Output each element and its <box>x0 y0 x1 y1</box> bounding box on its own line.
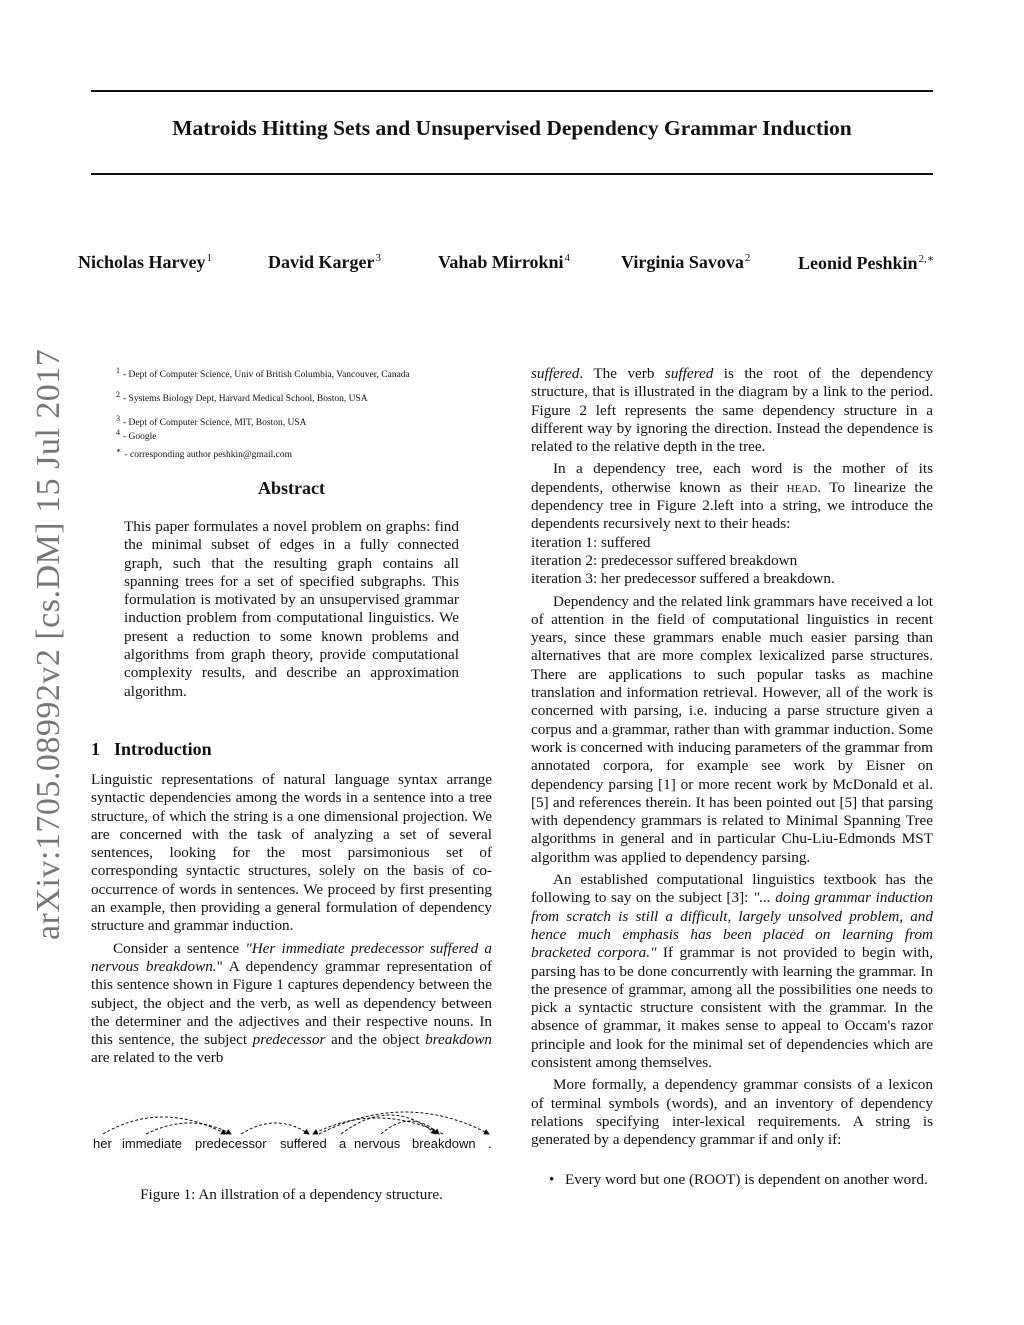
title-rule-top <box>91 90 933 92</box>
figure-word: her <box>93 1136 112 1151</box>
arc-breakdown-suffered <box>313 1118 443 1134</box>
paragraph: More formally, a dependency grammar consists of a lexicon of terminal symbols (words), and an inventory of dependency relations specifying inter-lexical requirements. A string is generated by a dependency grammar if and only if: <box>531 1076 933 1149</box>
arc-predecessor-suffered <box>241 1123 309 1134</box>
figure-word: predecessor <box>195 1136 267 1151</box>
title-rule-bottom <box>91 173 933 175</box>
paragraph: An established computational linguistics textbook has the following to say on the subject [3]: "... doing grammar induction from scratch is still a difficult, largely unsolved problem, and hence much emphasis has been placed on learning from bracketed corpora." If grammar is not provided to begin with, parsing has to be done concurrently with learning the grammar. In the presence of grammar, among all the possibilities one needs to pick a syntactic structure consistent with the grammar. In the absence of grammar, it makes sense to appeal to Occam's razor principle and look for the minimal set of dependencies which are consistent among themselves. <box>531 871 933 1071</box>
paragraph: Dependency and the related link grammars have received a lot of attention in the field of computational linguistics in recent years, since these grammars enable much easier parsing than alternatives that are more complex lexicalized parse structures. There are applications to such popular tasks as machine translation and information retrieval. However, all of the work is concerned with parsing, i.e. inducing a parse structure given a corpus and a grammar, rather than with grammar induction. Some work is concerned with inducing parameters of the grammar from annotated corpora, for example see work by Eisner on dependency parsing [1] or more recent work by McDonald et al. [5] and references therein. It has been pointed out [5] that parsing with dependency grammars is related to Minimal Spanning Tree algorithms in general and in particular Chu-Liu-Edmonds MST algorithm was applied to dependency parsing. <box>531 592 933 866</box>
figure-caption: Figure 1: An illstration of a dependency structure. <box>140 1186 443 1203</box>
figure-word: . <box>488 1136 492 1151</box>
author: Vahab Mirrokni$^4$ <box>438 252 571 272</box>
affiliation: $^3$ - Dept of Computer Science, MIT, Boston, USA <box>116 414 307 428</box>
right-column-text <box>531 365 933 1149</box>
left-column-text <box>91 771 492 1068</box>
author-list <box>0 252 1024 282</box>
affiliation: ∗ - corresponding author peshkin@gmail.com <box>116 446 293 460</box>
arc-her-predecessor <box>103 1117 226 1134</box>
author: Leonid Peshkin$^{2,∗}$ <box>798 253 935 273</box>
iteration-line: iteration 2: predecessor suffered breakdown <box>531 551 798 569</box>
author: Nicholas Harvey$^1$ <box>78 252 212 272</box>
figure-word: a <box>339 1136 347 1151</box>
bullet-list <box>531 1171 933 1189</box>
arc-immediate-predecessor <box>146 1123 231 1134</box>
paragraph: Consider a sentence "Her immediate predecessor suffered a nervous breakdown." A dependency grammar representation of this sentence shown in Figure 1 captures dependency between the subject, the object and the verb, as well as dependency between the determiner and the adjectives and their respective nouns. In this sentence, the subject predecessor and the object breakdown are related to the verb <box>91 939 492 1067</box>
author: David Karger$^3$ <box>268 252 381 272</box>
iteration-line: iteration 3: her predecessor suffered a breakdown. <box>531 570 835 588</box>
author: Virginia Savova$^2$ <box>621 252 751 272</box>
arc-nervous-breakdown <box>381 1121 439 1134</box>
figure-word: breakdown <box>412 1136 476 1151</box>
affiliation: $^4$ - Google <box>116 428 157 442</box>
section-number: 1 <box>91 739 100 759</box>
paper-title: Matroids Hitting Sets and Unsupervised Dependency Grammar Induction <box>172 116 852 140</box>
paragraph: suffered. The verb suffered is the root of the dependency structure, that is illustrated in the diagram by a link to the period. Figure 2 left represents the same dependency structure in a different way by ignoring the direction. Instead the dependence is related to the relative depth in the tree. <box>531 365 934 456</box>
affiliation: $^1$ - Dept of Computer Science, Univ of British Columbia, Vancouver, Canada <box>116 366 410 380</box>
paragraph: Linguistic representations of natural language syntax arrange syntactic dependencies among the words in a sentence into a tree structure, of which the string is a one dimensional projection. We are concerned with the task of analyzing a set of several sentences, looking for the most parsimonious set of corresponding syntactic structures, solely on the basis of co-occurrence of words in sentences. We proceed by first presenting an example, then providing a general formulation of dependency structure and grammar induction. <box>91 771 492 935</box>
affiliation: $^2$ - Systems Biology Dept, Harvard Medical School, Boston, USA <box>116 390 368 404</box>
dependency-arcs <box>91 1098 501 1138</box>
abstract-heading: Abstract <box>258 478 325 498</box>
paragraph: In a dependency tree, each word is the mother of its dependents, otherwise known as their head. To linearize the dependency tree in Figure 2.left into a string, we introduce the dependents recursively next to their heads: iteration 1: suffered iteration 2: predecessor suffered breakdown iteration 3: her predecessor suffered a breakdown. <box>531 460 933 588</box>
figure-word: suffered <box>280 1136 327 1151</box>
dependency-figure <box>91 1098 501 1162</box>
iteration-line: iteration 1: suffered <box>531 533 651 551</box>
figure-word: immediate <box>122 1136 182 1151</box>
arc-a-breakdown <box>341 1115 436 1134</box>
arxiv-identifier: arXiv:1705.08992v2 [cs.DM] 15 Jul 2017 <box>30 348 67 940</box>
section-heading <box>91 739 212 760</box>
abstract-text: This paper formulates a novel problem on graphs: find the minimal subset of edges in a fully connected graph, such that the resulting graph contains all spanning trees for a set of specified subgraphs. This formulation is motivated by an unsupervised grammar induction problem from computational linguistics. We present a reduction to some known problems and algorithms from graph theory, provide computational complexity results, and describe an approximation algorithm. <box>124 518 459 700</box>
list-item: • Every word but one (ROOT) is dependent on another word. <box>549 1171 928 1188</box>
arc-suffered-period <box>319 1112 489 1134</box>
figure-word: nervous <box>354 1136 401 1151</box>
bullet-dot-icon: • <box>549 1171 555 1188</box>
section-title: Introduction <box>114 739 212 759</box>
